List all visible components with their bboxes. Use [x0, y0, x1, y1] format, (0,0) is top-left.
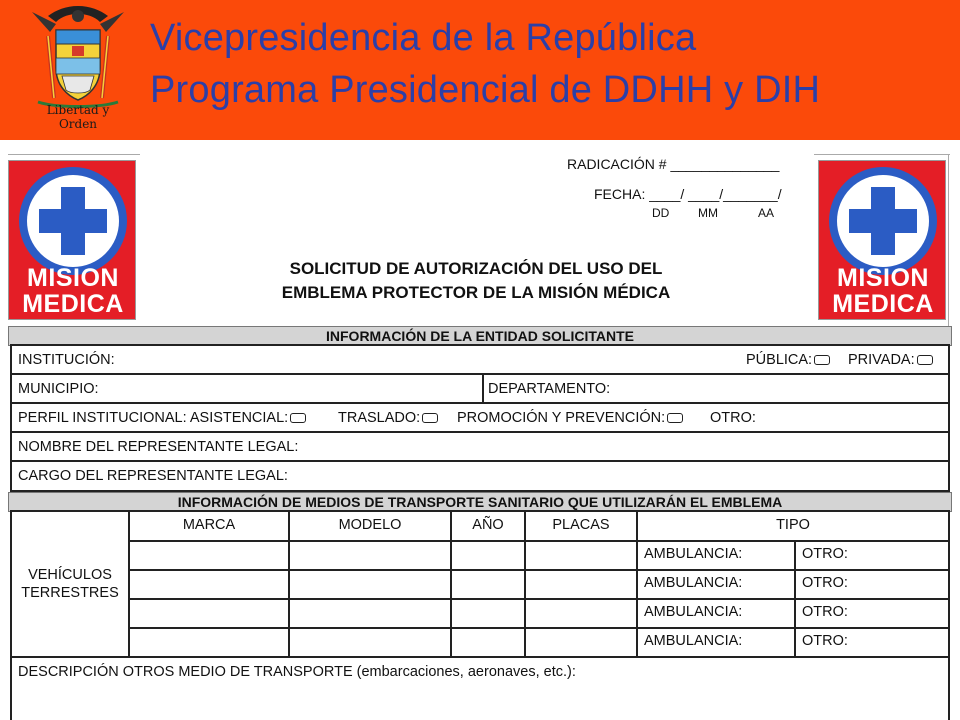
logo-circle [829, 167, 937, 275]
logo-badge [8, 160, 136, 320]
logo-inner [27, 175, 119, 267]
header-banner [0, 0, 960, 140]
divider [128, 598, 948, 600]
perfil-option[interactable] [18, 410, 306, 426]
divider [288, 512, 290, 658]
promocion-option[interactable] [457, 410, 683, 426]
otro-tipo-label: OTRO: [802, 633, 848, 649]
cargo-representante-label: CARGO DEL REPRESENTANTE LEGAL: [18, 468, 288, 484]
divider [814, 154, 950, 155]
divider [524, 512, 526, 658]
divider [12, 656, 948, 658]
cross-icon [849, 209, 917, 233]
asistencial-checkbox[interactable] [290, 413, 306, 423]
vehiculos-label-line1: VEHÍCULOS [28, 567, 112, 583]
row-perfil [12, 404, 948, 433]
form-title-line2: EMBLEMA PROTECTOR DE LA MISIÓN MÉDICA [281, 283, 671, 302]
logo-line2: MEDICA [22, 290, 124, 318]
column-header-placas: PLACAS [552, 517, 610, 533]
form-document [0, 140, 960, 720]
logo-circle [19, 167, 127, 275]
descripcion-otros-label: DESCRIPCIÓN OTROS MEDIO DE TRANSPORTE (embarcaciones, aeronaves, etc.): [18, 664, 576, 680]
ambulancia-label: AMBULANCIA: [644, 546, 743, 562]
fecha-field[interactable]: FECHA: ____/ ____/_______/ [594, 186, 782, 202]
row-institucion [12, 346, 948, 375]
vehiculos-label-line2: TERRESTRES [21, 585, 119, 601]
ambulancia-label: AMBULANCIA: [644, 604, 743, 620]
column-header-modelo: MODELO [338, 517, 402, 533]
divider [450, 512, 452, 658]
divider [948, 154, 949, 330]
privada-option[interactable] [848, 352, 933, 368]
mision-medica-logo-right [818, 160, 946, 330]
divider [482, 375, 484, 402]
nombre-representante-label: NOMBRE DEL REPRESENTANTE LEGAL: [18, 439, 299, 455]
transport-table [10, 510, 950, 720]
divider [8, 154, 140, 155]
institucion-label: INSTITUCIÓN: [18, 352, 115, 368]
divider [128, 569, 948, 571]
fecha-mm-label: MM [698, 206, 718, 220]
row-nombre-representante [12, 433, 948, 462]
ambulancia-label: AMBULANCIA: [644, 575, 743, 591]
otro-tipo-label: OTRO: [802, 604, 848, 620]
divider [128, 540, 948, 542]
form-title-line1: SOLICITUD DE AUTORIZACIÓN DEL USO DEL [289, 259, 663, 278]
privada-checkbox[interactable] [917, 355, 933, 365]
header-title-line1: Vicepresidencia de la República [150, 17, 697, 59]
municipio-label: MUNICIPIO: [18, 381, 99, 397]
logo-line1: MISION [27, 264, 119, 292]
divider [128, 512, 130, 658]
traslado-label: TRASLADO: [338, 410, 421, 426]
logo-line1: MISION [837, 264, 929, 292]
row-municipio [12, 375, 948, 404]
crest-motto: Libertad y Orden [46, 103, 110, 131]
perfil-label: PERFIL INSTITUCIONAL: ASISTENCIAL: [18, 410, 289, 426]
row-cargo-representante [12, 462, 948, 491]
mision-medica-logo-left [8, 160, 136, 330]
departamento-label: DEPARTAMENTO: [488, 381, 611, 397]
column-header-tipo: TIPO [776, 517, 810, 533]
divider [636, 512, 638, 658]
column-header-ano: AÑO [472, 517, 504, 533]
section-entity-header: INFORMACIÓN DE LA ENTIDAD SOLICITANTE [8, 326, 952, 346]
entity-info-box [10, 344, 950, 492]
column-header-marca: MARCA [182, 517, 236, 533]
traslado-checkbox[interactable] [422, 413, 438, 423]
fecha-dd-label: DD [652, 206, 670, 220]
publica-label: PÚBLICA: [746, 352, 813, 368]
publica-checkbox[interactable] [814, 355, 830, 365]
traslado-option[interactable] [338, 410, 438, 426]
otro-tipo-label: OTRO: [802, 546, 848, 562]
otro-perfil-label: OTRO: [710, 410, 756, 426]
logo-badge [818, 160, 946, 320]
publica-option[interactable] [746, 352, 830, 368]
divider [128, 627, 948, 629]
ambulancia-label: AMBULANCIA: [644, 633, 743, 649]
radicacion-field[interactable]: RADICACIÓN # ______________ [567, 156, 780, 172]
fecha-aa-label: AA [758, 206, 775, 220]
otro-tipo-label: OTRO: [802, 575, 848, 591]
promocion-checkbox[interactable] [667, 413, 683, 423]
section-transport-header: INFORMACIÓN DE MEDIOS DE TRANSPORTE SANITARIO QUE UTILIZARÁN EL EMBLEMA [8, 492, 952, 512]
header-title-line2: Programa Presidencial de DDHH y DIH [150, 69, 821, 111]
logo-inner [837, 175, 929, 267]
logo-line2: MEDICA [832, 290, 934, 318]
cross-icon [39, 209, 107, 233]
promocion-label: PROMOCIÓN Y PREVENCIÓN: [457, 410, 666, 426]
privada-label: PRIVADA: [848, 352, 915, 368]
